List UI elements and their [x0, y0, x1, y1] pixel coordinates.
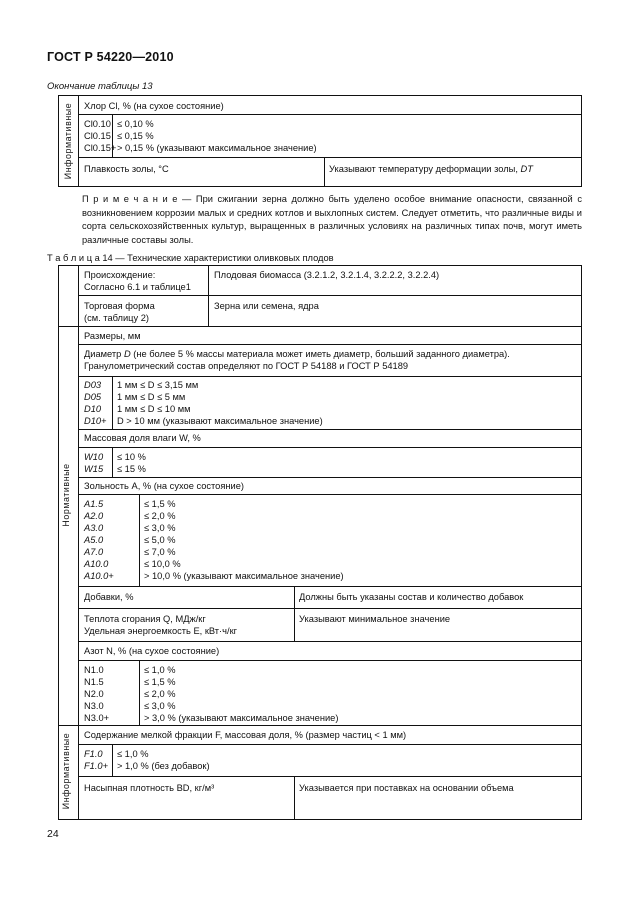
d-value: 1 мм ≤ D ≤ 10 мм: [117, 404, 191, 414]
w-value: ≤ 15 %: [117, 464, 146, 474]
a-class: A2.0: [84, 511, 104, 521]
w-value: ≤ 10 %: [117, 452, 146, 462]
heat-value: Указывают минимальное значение: [299, 614, 451, 624]
chlorine-class: Cl0.15+: [84, 143, 117, 153]
f-value: ≤ 1,0 %: [117, 749, 149, 759]
n-value: ≤ 2,0 %: [144, 689, 176, 699]
n-value: ≤ 1,5 %: [144, 677, 176, 687]
origin-label: Происхождение:: [84, 270, 156, 280]
a-value: ≤ 1,5 %: [144, 499, 176, 509]
a-class: A7.0: [84, 547, 104, 557]
n-class: N3.0: [84, 701, 104, 711]
w-class: W10: [84, 452, 104, 462]
page-number: 24: [47, 828, 59, 840]
a-class: A10.0+: [84, 571, 114, 581]
a-value: ≤ 2,0 %: [144, 511, 176, 521]
d-class: D10: [84, 404, 102, 414]
heat-label: Удельная энергоемкость E, кВт·ч/кг: [84, 626, 238, 636]
diameter-note: Диаметр D (не более 5 % массы материала может иметь диаметр, больший заданного диаметра).: [84, 349, 510, 359]
w-class: W15: [84, 464, 104, 474]
bulk-density-label: Насыпная плотность BD, кг/м³: [84, 783, 215, 793]
note-paragraph: [82, 193, 582, 247]
table14-caption: Т а б л и ц а 14 — Технические характеристики оливковых плодов: [47, 253, 334, 263]
chlorine-value: ≤ 0,10 %: [117, 119, 154, 129]
a-class: A10.0: [84, 559, 109, 569]
a-value: ≤ 3,0 %: [144, 523, 176, 533]
additives-value: Должны быть указаны состав и количество добавок: [299, 592, 524, 602]
additives-label: Добавки, %: [84, 592, 134, 602]
f-class: F1.0+: [84, 761, 109, 771]
a-value: > 10,0 % (указывают максимальное значение): [144, 571, 344, 581]
dimensions-title: Размеры, мм: [84, 331, 141, 341]
n-class: N3.0+: [84, 713, 110, 723]
f-class: F1.0: [84, 749, 103, 759]
table13-caption: Окончание таблицы 13: [47, 81, 153, 92]
d-value: 1 мм ≤ D ≤ 3,15 мм: [117, 380, 199, 390]
table13-side-label: Информативные: [63, 102, 73, 180]
d-class: D03: [84, 380, 102, 390]
f-value: > 1,0 % (без добавок): [117, 761, 210, 771]
trade-form-label: Торговая форма: [84, 301, 155, 311]
chlorine-class: Cl0.10: [84, 119, 111, 129]
a-value: ≤ 5,0 %: [144, 535, 176, 545]
n-class: N2.0: [84, 689, 104, 699]
ash-melting-value: Указывают температуру деформации золы, DT: [329, 164, 533, 174]
d-class: D10+: [84, 416, 107, 426]
note-label: П р и м е ч а н и е: [82, 194, 178, 204]
ash-title: Зольность A, % (на сухое состояние): [84, 481, 244, 491]
n-value: ≤ 1,0 %: [144, 665, 176, 675]
d-class: D05: [84, 392, 102, 402]
moisture-title: Массовая доля влаги W, %: [84, 433, 201, 443]
ash-melting-label: Плавкость золы, °С: [84, 164, 169, 174]
note-text: — При сжигании зерна должно быть уделено особое внимание опасности, связанной с возникновением коррозии малых и средних котлов и выхлопных систем. Следует отметить, что различные виды и сорта сельскохозяйственных культур, выращенных в различных условиях на различных типах почв, могут иметь различные составы золы.: [82, 194, 582, 245]
nitrogen-title: Азот N, % (на сухое состояние): [84, 646, 220, 656]
a-value: ≤ 7,0 %: [144, 547, 176, 557]
n-class: N1.0: [84, 665, 104, 675]
a-class: A3.0: [84, 523, 104, 533]
bulk-density-value: Указывается при поставках на основании объема: [299, 783, 514, 793]
trade-form-label: (см. таблицу 2): [84, 313, 149, 323]
d-value: 1 мм ≤ D ≤ 5 мм: [117, 392, 186, 402]
normative-side-label: Нормативные: [61, 463, 71, 527]
informative-side-label: Информативные: [61, 732, 71, 810]
n-value: ≤ 3,0 %: [144, 701, 176, 711]
fines-title: Содержание мелкой фракции F, массовая доля, % (размер частиц < 1 мм): [84, 730, 407, 740]
diameter-note: Гранулометрический состав определяют по ГОСТ Р 54188 и ГОСТ Р 54189: [84, 361, 409, 371]
origin-label: Согласно 6.1 и таблице1: [84, 282, 191, 292]
chlorine-class: Cl0.15: [84, 131, 111, 141]
a-value: ≤ 10,0 %: [144, 559, 181, 569]
origin-value: Плодовая биомасса (3.2.1.2, 3.2.1.4, 3.2.2.2, 3.2.2.4): [214, 270, 440, 280]
a-class: A5.0: [84, 535, 104, 545]
n-value: > 3,0 % (указывают максимальное значение): [144, 713, 339, 723]
chlorine-value: > 0,15 % (указывают максимальное значение): [117, 143, 317, 153]
heat-label: Теплота сгорания Q, МДж/кг: [84, 614, 206, 624]
trade-form-value: Зерна или семена, ядра: [214, 301, 319, 311]
document-header: ГОСТ Р 54220—2010: [47, 50, 174, 64]
a-class: A1.5: [84, 499, 104, 509]
n-class: N1.5: [84, 677, 104, 687]
d-value: D > 10 мм (указывают максимальное значение): [117, 416, 323, 426]
chlorine-value: ≤ 0,15 %: [117, 131, 154, 141]
chlorine-title: Хлор Cl, % (на сухое состояние): [84, 101, 224, 111]
